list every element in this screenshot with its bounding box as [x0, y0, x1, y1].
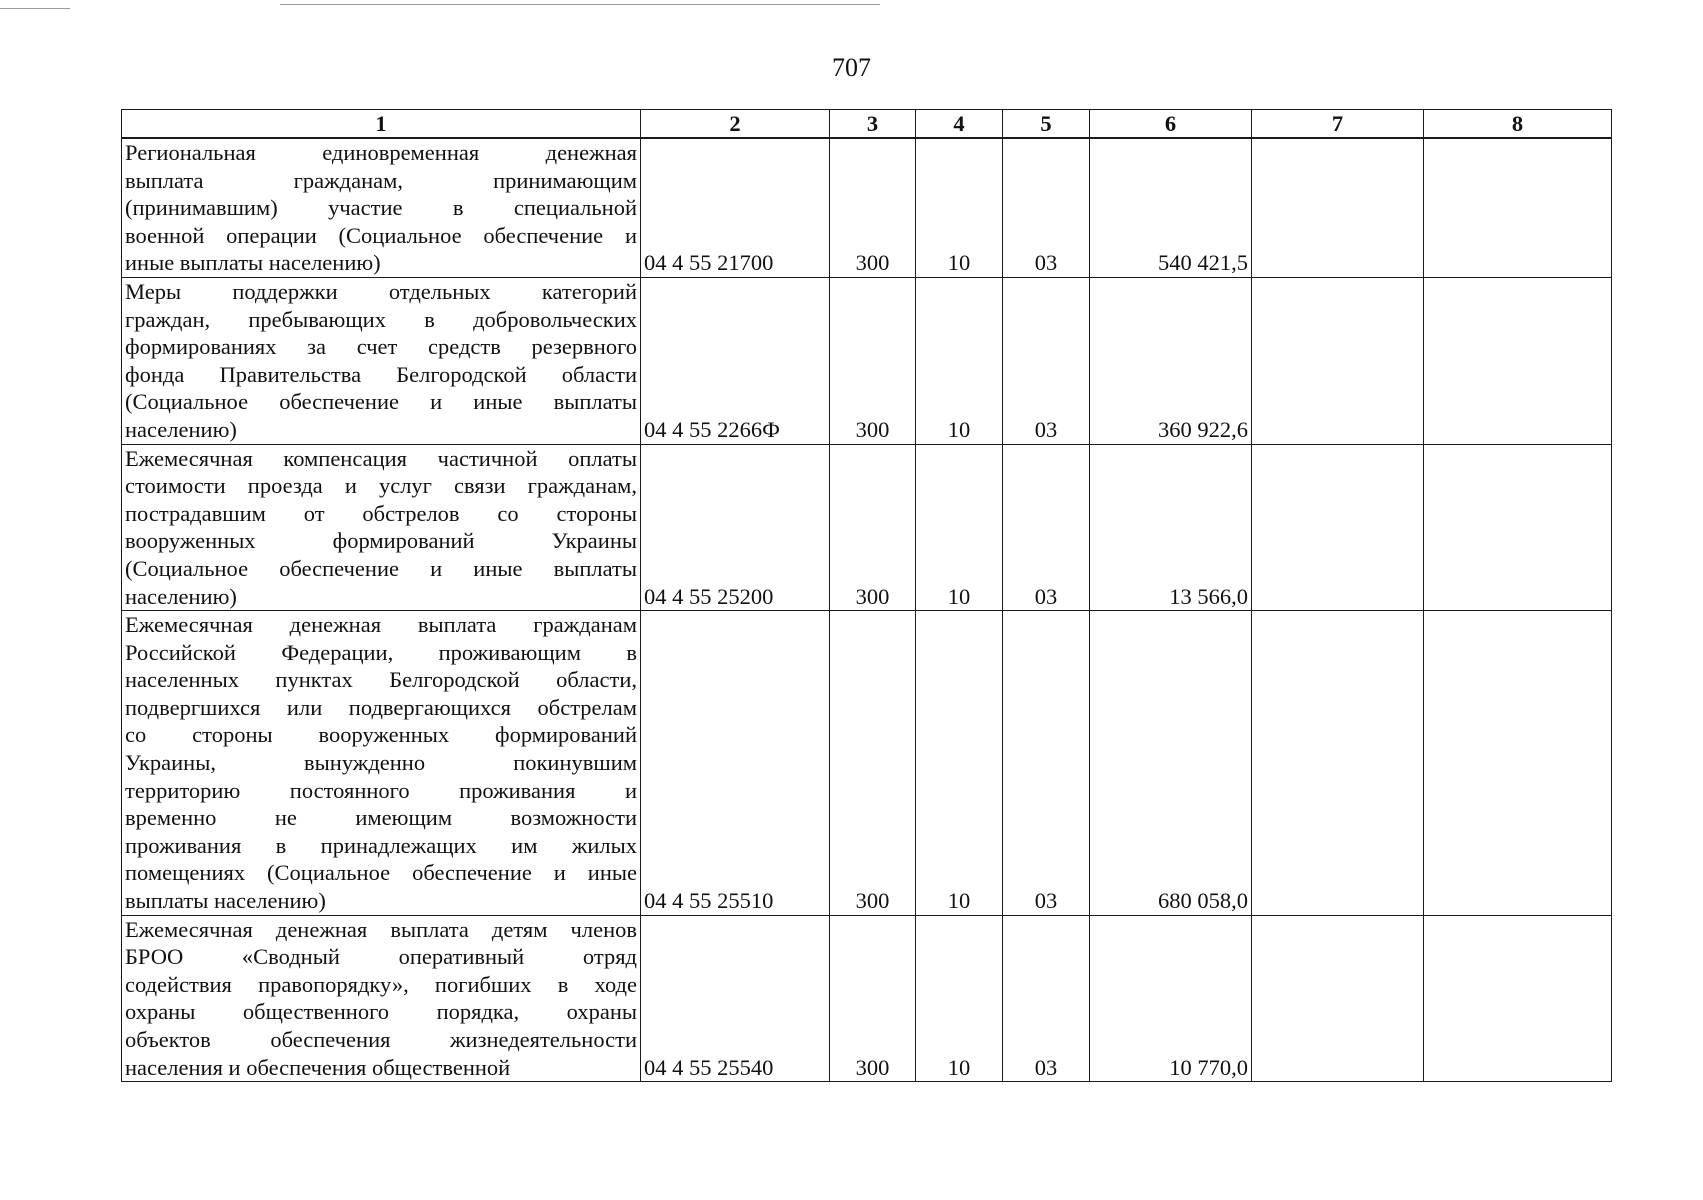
description-line: иные выплаты населению): [125, 250, 381, 276]
description-line: выплата гражданам, принимающим: [125, 167, 637, 193]
budget-code-cell: 04 4 55 21700: [641, 138, 830, 277]
description-line: со стороны вооруженных формирований: [125, 722, 637, 748]
description-line: Российской Федерации, проживающим в: [125, 639, 637, 665]
description-line: населению): [125, 583, 237, 609]
description-line: территорию постоянного проживания и: [125, 777, 637, 803]
table-row: [122, 915, 1612, 1082]
section-cell: 10: [916, 138, 1003, 277]
description-line: пострадавшим от обстрелов со стороны: [125, 500, 637, 526]
section-cell: 10: [916, 915, 1003, 1082]
description-line: содействия правопорядку», погибших в ходе: [125, 971, 637, 997]
description-line: подвергшихся или подвергающихся обстрелам: [125, 694, 637, 720]
column-7-cell: [1252, 138, 1424, 277]
description-line: Украины, вынужденно покинувшим: [125, 750, 637, 776]
subsection-cell: 03: [1003, 444, 1090, 611]
header-col-8: 8: [1424, 110, 1612, 139]
scan-artifact-line: [0, 8, 70, 9]
description-cell: [122, 444, 641, 611]
table-row: [122, 138, 1612, 277]
description-line: фонда Правительства Белгородской области: [125, 361, 637, 387]
column-8-cell: [1424, 277, 1612, 444]
description-line: формированиях за счет средств резервного: [125, 334, 637, 360]
description-line: населения и обеспечения общественной: [125, 1054, 511, 1080]
budget-code-cell: 04 4 55 2266Ф: [641, 277, 830, 444]
expense-type-cell: 300: [830, 915, 916, 1082]
header-col-5: 5: [1003, 110, 1090, 139]
description-line: (Социальное обеспечение и иные выплаты: [125, 555, 637, 581]
section-cell: 10: [916, 611, 1003, 916]
column-7-cell: [1252, 277, 1424, 444]
description-line: охраны общественного порядка, охраны: [125, 999, 637, 1025]
column-7-cell: [1252, 611, 1424, 916]
table-row: [122, 611, 1612, 916]
column-7-cell: [1252, 915, 1424, 1082]
subsection-cell: 03: [1003, 915, 1090, 1082]
budget-table: [121, 109, 1612, 1082]
expense-type-cell: 300: [830, 611, 916, 916]
budget-code-cell: 04 4 55 25200: [641, 444, 830, 611]
description-cell: [122, 611, 641, 916]
description-line: Меры поддержки отдельных категорий: [125, 278, 637, 304]
description-line: вооруженных формирований Украины: [125, 528, 637, 554]
header-col-1: 1: [122, 110, 641, 139]
subsection-cell: 03: [1003, 611, 1090, 916]
description-line: стоимости проезда и услуг связи гражданам,: [125, 473, 637, 499]
description-line: (принимавшим) участие в специальной: [125, 195, 637, 221]
description-line: выплаты населению): [125, 888, 326, 914]
description-line: населенных пунктах Белгородской области,: [125, 667, 637, 693]
expense-type-cell: 300: [830, 277, 916, 444]
amount-cell: 540 421,5: [1090, 138, 1252, 277]
description-cell: [122, 915, 641, 1082]
description-line: Ежемесячная денежная выплата гражданам: [125, 612, 637, 638]
description-line: проживания в принадлежащих им жилых: [125, 832, 637, 858]
budget-code-cell: 04 4 55 25510: [641, 611, 830, 916]
table-row: [122, 444, 1612, 611]
amount-cell: 10 770,0: [1090, 915, 1252, 1082]
subsection-cell: 03: [1003, 277, 1090, 444]
description-line: (Социальное обеспечение и иные выплаты: [125, 389, 637, 415]
header-col-2: 2: [641, 110, 830, 139]
table-row: [122, 277, 1612, 444]
description-line: населению): [125, 416, 237, 442]
column-8-cell: [1424, 915, 1612, 1082]
description-cell: [122, 277, 641, 444]
description-line: Ежемесячная денежная выплата детям членов: [125, 916, 637, 942]
header-col-3: 3: [830, 110, 916, 139]
description-cell: [122, 138, 641, 277]
table-body: [122, 138, 1612, 1082]
expense-type-cell: 300: [830, 138, 916, 277]
amount-cell: 360 922,6: [1090, 277, 1252, 444]
column-8-cell: [1424, 138, 1612, 277]
description-line: Ежемесячная компенсация частичной оплаты: [125, 445, 637, 471]
header-col-6: 6: [1090, 110, 1252, 139]
column-8-cell: [1424, 611, 1612, 916]
header-col-7: 7: [1252, 110, 1424, 139]
page-number: 707: [832, 53, 871, 82]
header-col-4: 4: [916, 110, 1003, 139]
description-line: граждан, пребывающих в добровольческих: [125, 306, 637, 332]
budget-code-cell: 04 4 55 25540: [641, 915, 830, 1082]
table-header: [122, 110, 1612, 139]
subsection-cell: 03: [1003, 138, 1090, 277]
description-line: временно не имеющим возможности: [125, 805, 637, 831]
amount-cell: 680 058,0: [1090, 611, 1252, 916]
description-line: БРОО «Сводный оперативный отряд: [125, 944, 637, 970]
description-line: объектов обеспечения жизнедеятельности: [125, 1027, 637, 1052]
expense-type-cell: 300: [830, 444, 916, 611]
scan-artifact-line: [280, 4, 880, 5]
amount-cell: 13 566,0: [1090, 444, 1252, 611]
column-8-cell: [1424, 444, 1612, 611]
column-7-cell: [1252, 444, 1424, 611]
description-line: военной операции (Социальное обеспечение и: [125, 222, 637, 248]
section-cell: 10: [916, 277, 1003, 444]
section-cell: 10: [916, 444, 1003, 611]
header-row: [122, 110, 1612, 139]
description-line: Региональная единовременная денежная: [125, 140, 637, 165]
description-line: помещениях (Социальное обеспечение и иные: [125, 860, 637, 886]
